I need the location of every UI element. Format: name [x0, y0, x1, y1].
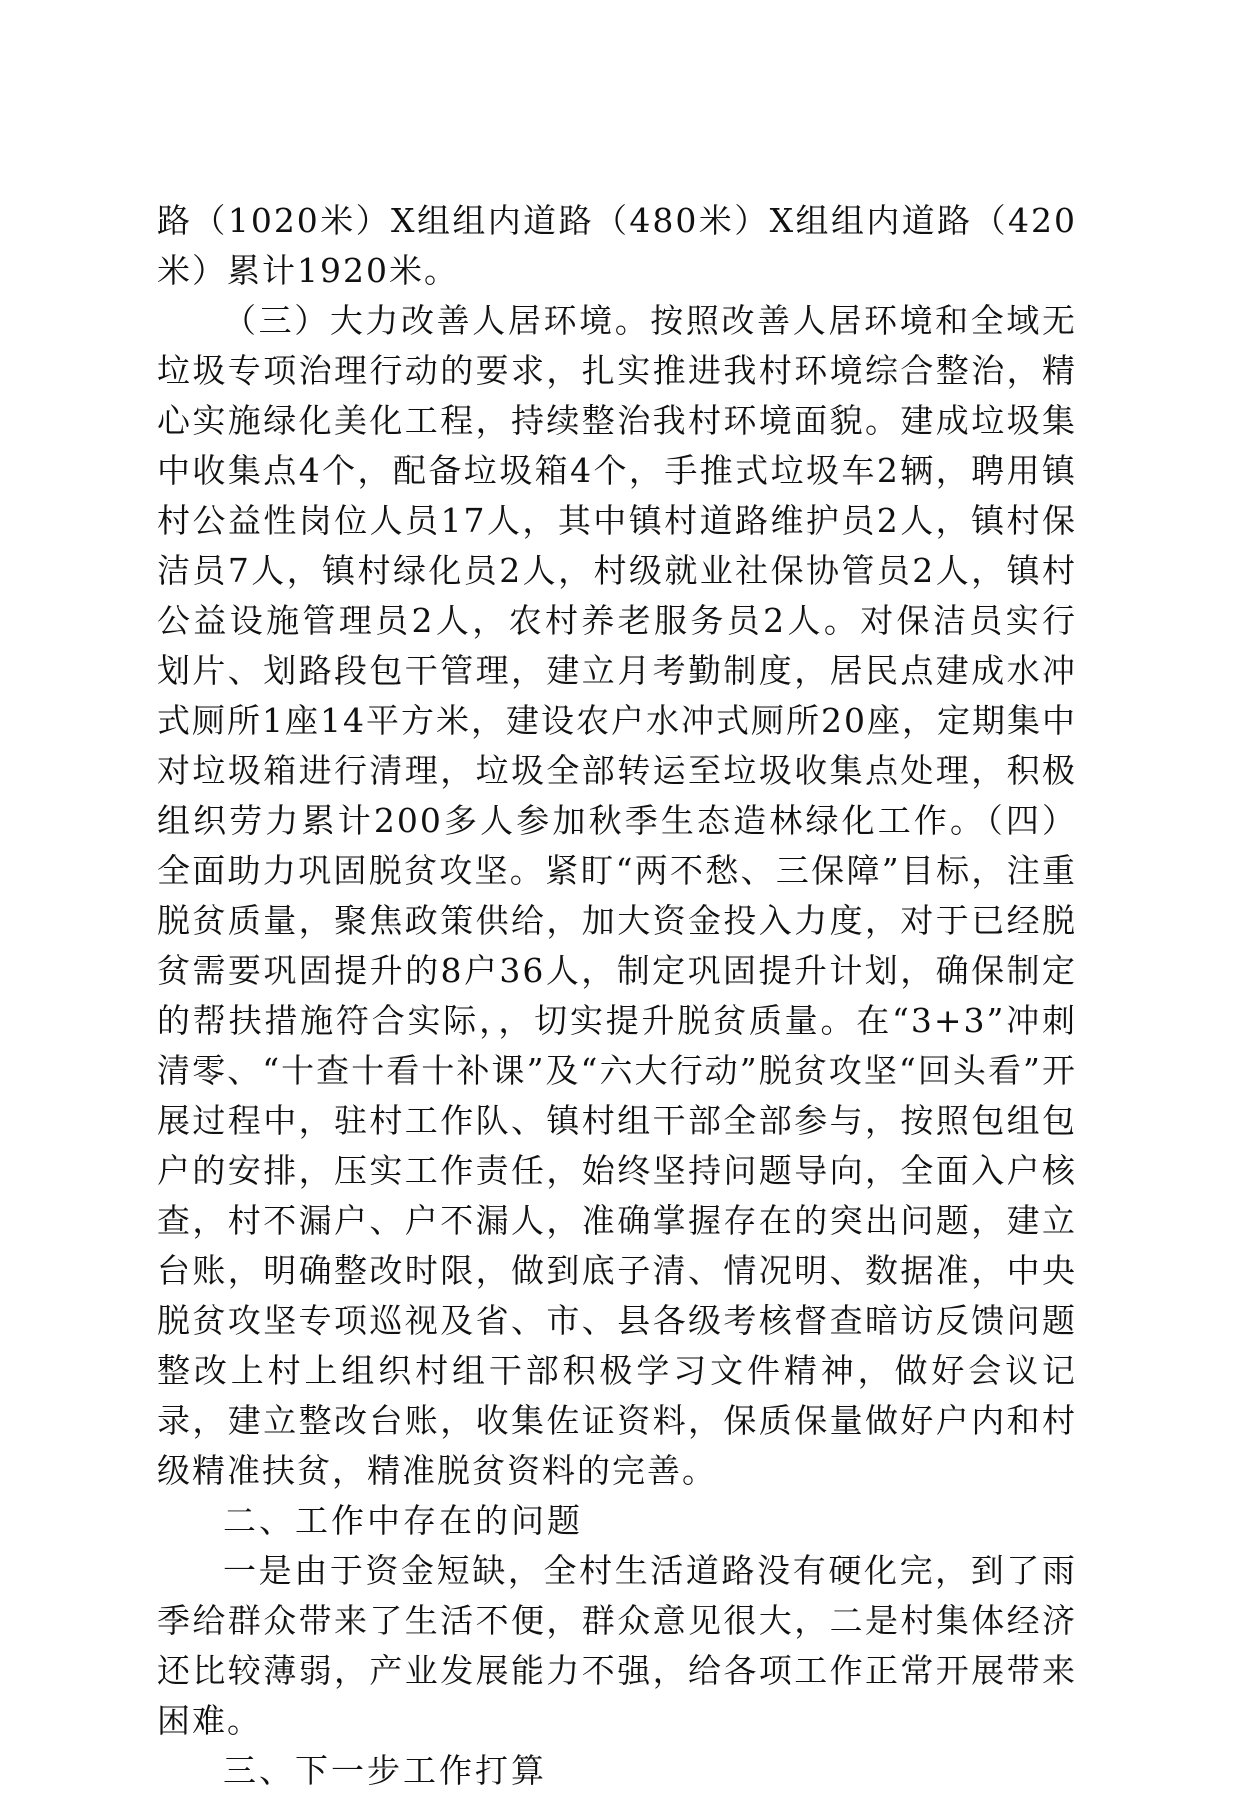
paragraph-living-environment: （三）大力改善人居环境。按照改善人居环境和全域无垃圾专项治理行动的要求，扎实推进我村环境综合整治，精心实施绿化美化工程，持续整治我村环境面貌。建成垃圾集中收集点4个，配备垃圾箱4个，手推式垃圾车2辆，聘用镇村公益性岗位人员17人，其中镇村道路维护员2人，镇村保洁员7人，镇村绿化员2人，村级就业社保协管员2人，镇村公益设施管理员2人，农村养老服务员2人。对保洁员实行划片、划路段包干管理，建立月考勤制度，居民点建成水冲式厕所1座14平方米，建设农户水冲式厕所20座，定期集中对垃圾箱进行清理，垃圾全部转运至垃圾收集点处理，积极组织劳力累计200多人参加秋季生态造林绿化工作。（四）全面助力巩固脱贫攻坚。紧盯“两不愁、三保障”目标，注重脱贫质量，聚焦政策供给，加大资金投入力度，对于已经脱贫需要巩固提升的8户36人，制定巩固提升计划，确保制定的帮扶措施符合实际，，切实提升脱贫质量。在“3+3”冲刺清零、“十查十看十补课”及“六大行动”脱贫攻坚“回头看”开展过程中，驻村工作队、镇村组干部全部参与，按照包组包户的安排，压实工作责任，始终坚持问题导向，全面入户核查，村不漏户、户不漏人，准确掌握存在的突出问题，建立台账，明确整改时限，做到底子清、情况明、数据准，中央脱贫攻坚专项巡视及省、市、县各级考核督查暗访反馈问题整改上村上组织村组干部积极学习文件精神，做好会议记录，建立整改台账，收集佐证资料，保质保量做好户内和村级精准扶贫，精准脱贫资料的完善。 [157, 301, 1077, 1490]
section-heading-next-steps: 三、下一步工作打算 [223, 1751, 547, 1790]
paragraph-road-lengths: 路（1020米）X组组内道路（480米）X组组内道路（420米）累计1920米。 [157, 201, 1077, 290]
paragraph-problems: 一是由于资金短缺，全村生活道路没有硬化完，到了雨季给群众带来了生活不便，群众意见很大，二是村集体经济还比较薄弱，产业发展能力不强，给各项工作正常开展带来困难。 [157, 1551, 1077, 1740]
section-heading-problems: 二、工作中存在的问题 [223, 1501, 583, 1540]
document-body [157, 196, 1077, 1796]
